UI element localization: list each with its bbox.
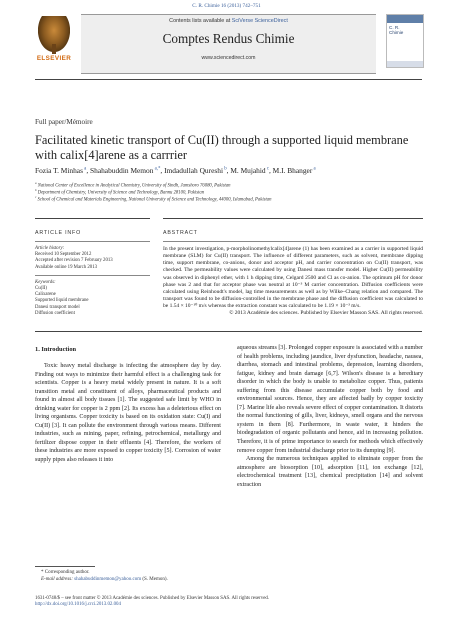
author-name: Fozia T. Minhas xyxy=(35,166,83,175)
abstract-section xyxy=(163,230,423,318)
publisher-name: ELSEVIER xyxy=(36,55,72,62)
journal-header-box xyxy=(81,14,376,74)
abstract-divider xyxy=(163,241,423,243)
author-name: M. Mujahid xyxy=(230,166,266,175)
article-info-divider xyxy=(35,241,150,243)
body-paragraph: aqueous streams [3]. Prolonged copper exposure is associated with a number of health problems, including jaundice, liver dysfunction, headache, nausea, diarrhea, stomach and intestinal problems, depression, learning disorders, fatigue, kidney and brain damage [6,7]. Wilson's disease is a hereditary disorder in which the body is unable to metabolize copper. Thus, patients suffering from this disease accumulate copper both by food and environmental sources. Hence, they are affected badly by copper toxicity [7]. Marine life also reveals severe effect of copper contamination. It distorts the normal functioning of gills, liver, kidneys, smell organs and the nervous system in them [8]. Furthermore, in waste water, it hinders the biodegradation of organic pollutants and hence, aid in increasing pollution. Therefore, it is of prime importance to search for methods which effectively remove copper from industrial discharge prior to its dumping [9]. xyxy=(237,345,423,454)
author-name: M.I. Bhanger xyxy=(272,166,313,175)
article-info xyxy=(35,230,150,317)
keyword: Calixarene xyxy=(35,292,56,298)
section-heading-introduction: 1. Introduction xyxy=(35,346,77,353)
journal-title: Comptes Rendus Chimie xyxy=(162,31,295,46)
cover-bottom-band xyxy=(387,61,423,67)
info-rule xyxy=(35,218,150,219)
keyword: Diffusion coefficient xyxy=(35,310,75,316)
history-received: Received 10 September 2012 xyxy=(35,252,92,258)
abstract-text: In the present investigation, p-morpholinomethylcalix[4]arene (1) has been examined as a carrier in supported liquid membrane (SLM) for Cu(II) transport. The influence of different parameters, such as solvent, membrane dipping time, support membrane, co-anions, donor and acceptor pH, and carrier concentration on Cu(II) transport, was checked. The permeability values were calculated by using Danesi mass transfer model. Higher Cu(II) permeability was observed in diphenyl ether, with 1 h dipping time, Celgard 2500 and Cl as co-anion. The optimum pH for donor phase was 2 and that for acceptor phase was neutral at 10⁻³ M carrier concentration. Diffusion coefficients were calculated using Reinhoudt's model, lag time measurements as well as by Wilke–Chang relation and compared. The transport was found to be diffusion-controlled in the membrane phase and the diffusion coefficient was calculated to be 1.54 × 10⁻¹⁰ m/s whereas the extraction constant was calculated to be 1.19 × 10⁻³ m/s. xyxy=(163,246,423,310)
body-paragraph: Toxic heavy metal discharge is infecting the atmosphere day by day. Finding out ways to minimize their harmful effect is a challenging task for scientists. Copper is a heavy metal widely present in nature. It is a soft transition metal and constituent of alloys, pharmaceutical products and found in almost all body tissues [1]. The suggested safe limit by WHO in drinking water for copper is 2 ppm [2]. Its excess has a deleterious effect on living organisms. Copper toxicity is based on its oxidation state: Cu(I) and Cu(II) [3]. It can pollute the environment through various means. Different industries, such as mining, paper, refining, petrochemical, metallurgy and fertilizer dispose copper in their effluents [4]. Therefore, the workers of these industries are more exposed to copper toxicity [5]. Corrosion of water supply pipes also releases it into xyxy=(35,363,221,464)
article-title: Facilitated kinetic transport of Cu(II) through a supported liquid membrane with calix[4]arene as a carrrier xyxy=(35,133,409,162)
author-affiliation-marker[interactable]: a xyxy=(312,166,316,172)
keyword: Danesi transport model xyxy=(35,304,80,310)
issn-line: 1631-0748/$ – see front matter © 2013 Académie des sciences. Published by Elsevier Masson SAS. All rights reserved. xyxy=(35,596,270,601)
journal-url[interactable]: www.sciencedirect.com xyxy=(201,55,256,61)
author-email-link[interactable]: shahabuddinmemon@yahoo.com xyxy=(74,576,142,582)
affiliation-list xyxy=(35,183,430,203)
author-name: Imdadullah Qureshi xyxy=(164,166,223,175)
keyword: Supported liquid membrane xyxy=(35,298,89,304)
author-name: Shahabuddin Memon xyxy=(90,166,154,175)
article-history: Article history: Received 10 September 2012 Accepted after revision 7 February 2013 Available online 19 March 2013 xyxy=(35,246,113,270)
affiliation: $^b$ Department of Chemistry, University of Science and Technology, Bannu 28100, Pakistan xyxy=(35,187,205,196)
affiliation: $^c$ School of Chemical and Materials Engineering, National University of Science and Technology, 44000, Islamabad, Pakistan xyxy=(35,194,272,203)
journal-citation: C. R. Chimie 16 (2013) 742–751 xyxy=(192,3,261,9)
keywords: Keywords: Cu(II) Calixarene Supported liquid membrane Danesi transport model Diffusion coefficient xyxy=(35,279,89,316)
abstract-rule xyxy=(163,218,423,219)
body-column-left xyxy=(35,362,221,465)
author-affiliation-marker[interactable]: b xyxy=(223,166,227,172)
copyright-line: © 2013 Académie des sciences. Published by Elsevier Masson SAS. All rights reserved. xyxy=(229,310,423,317)
article-type: Full paper/Mémoire xyxy=(35,118,93,126)
abstract-bottom-rule xyxy=(35,331,422,332)
journal-header xyxy=(35,14,422,72)
author-affiliation-marker[interactable]: a,* xyxy=(153,166,161,172)
affiliation: $^a$ National Center of Excellence in Analytical Chemistry, University of Sindh, Jamshoro 76080, Pakistan xyxy=(35,181,231,189)
footnote-marker: * xyxy=(41,570,44,575)
history-accepted: Accepted after revision 7 February 2013 xyxy=(35,258,113,264)
sciencedirect-link[interactable]: SciVerse ScienceDirect xyxy=(231,18,288,24)
cover-band xyxy=(387,15,423,23)
author-list: Fozia T. Minhas $^a$, Shahabuddin Memon $^{a,*}$, Imdadullah Qureshi $^b$, M. Mujahid $^c$, M.I. Bhanger $^a$ xyxy=(35,166,316,175)
article-info-heading: ARTICLE INFO xyxy=(35,230,81,236)
author-affiliation-marker[interactable]: a xyxy=(82,166,87,172)
page-footer xyxy=(35,596,425,608)
history-online: Available online 19 March 2013 xyxy=(35,264,97,270)
elsevier-logo[interactable] xyxy=(35,14,73,66)
elsevier-trunk-icon xyxy=(52,44,56,54)
keywords-divider xyxy=(35,275,150,277)
contents-line: Contents lists available at SciVerse ScienceDirect xyxy=(169,18,288,24)
keyword: Cu(II) xyxy=(35,286,47,292)
cover-title: C. R. Chimie xyxy=(389,25,404,35)
body-paragraph: Among the numerous techniques applied to eliminate copper from the atmosphere are biosorption [10], adsorption [11], ion exchange [12], electrochemical treatment [13], chemical precipitation [14] and solvent extraction xyxy=(237,456,423,488)
body-column-right xyxy=(237,344,423,489)
journal-cover-thumbnail xyxy=(386,14,424,68)
footnote: * Corresponding author. E-mail address: shahabuddinmemon@yahoo.com (S. Memon). xyxy=(41,570,168,582)
abstract-heading: ABSTRACT xyxy=(163,230,198,236)
author-affiliation-marker[interactable]: c xyxy=(265,166,269,172)
footnote-rule xyxy=(35,566,95,567)
doi-link[interactable]: http://dx.doi.org/10.1016/j.crci.2013.02.004 xyxy=(35,602,121,608)
header-rule xyxy=(35,79,422,80)
